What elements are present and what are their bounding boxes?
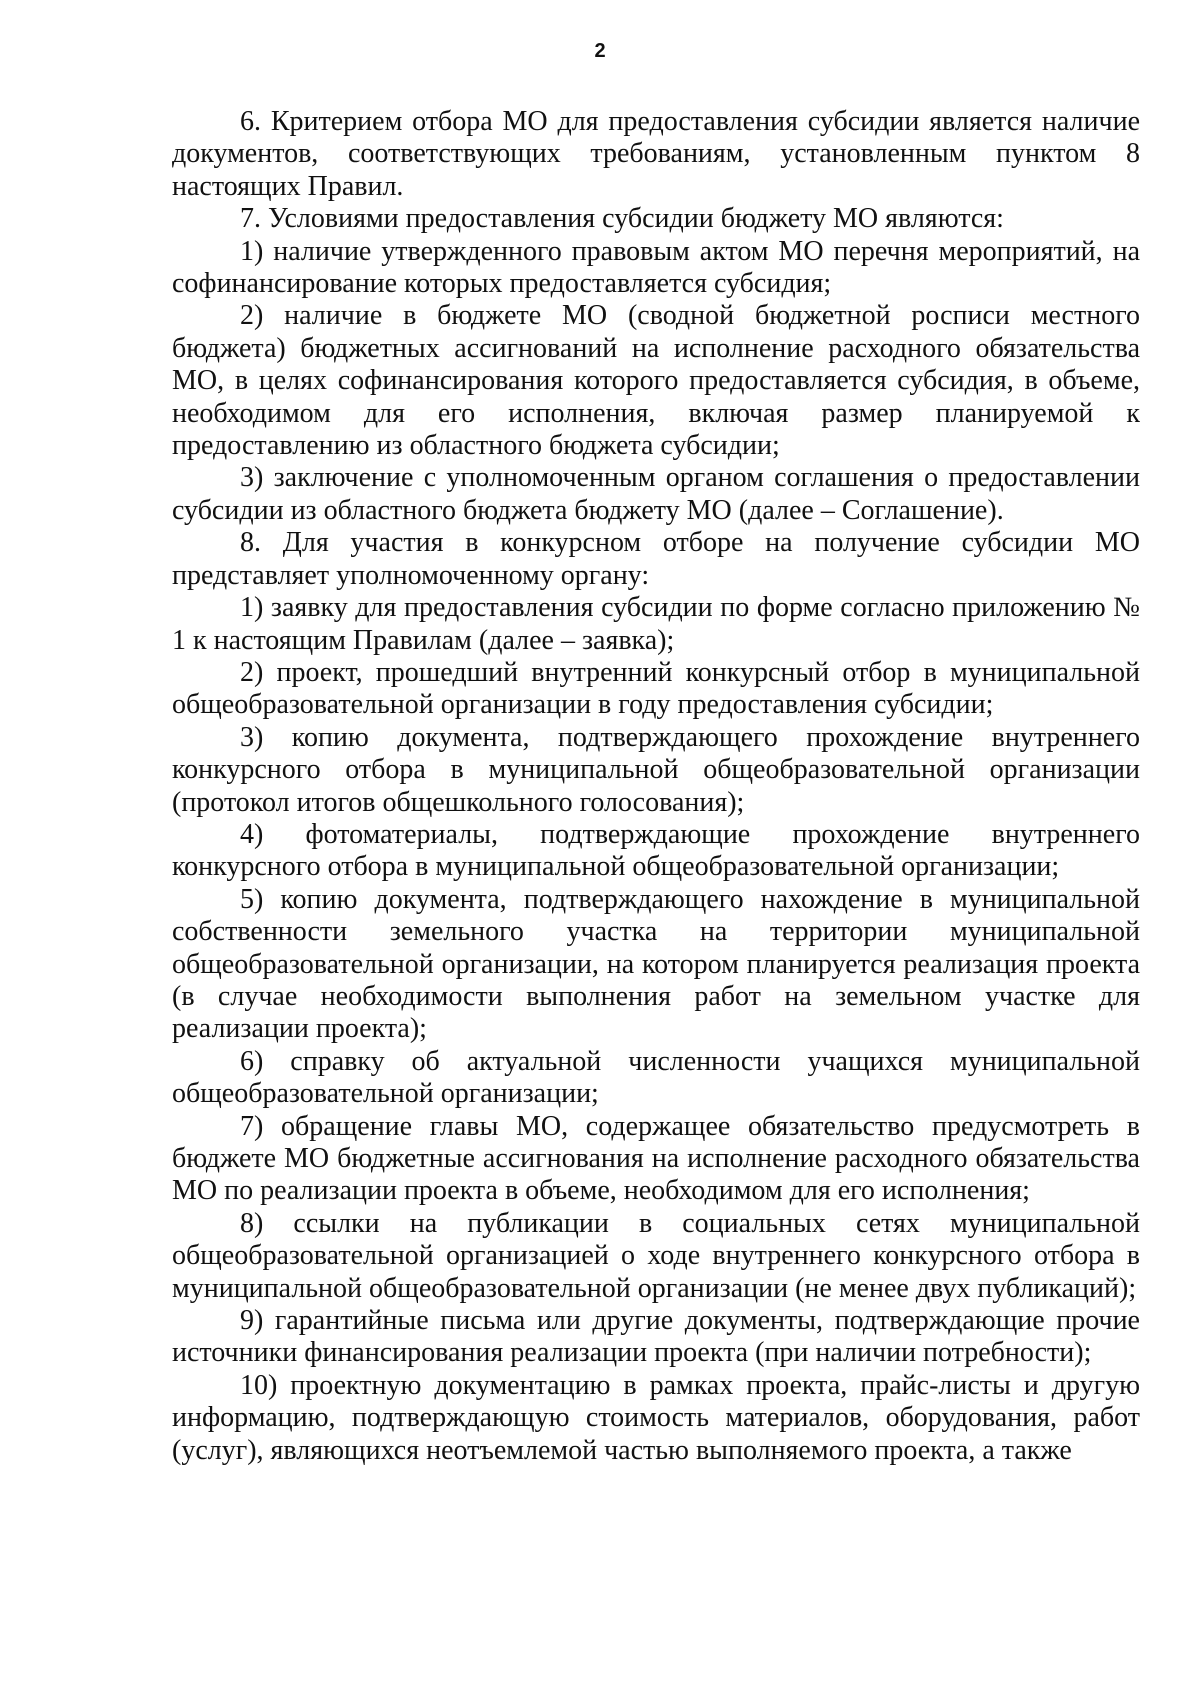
paragraph-doc-1: 1) заявку для предоставления субсидии по форме согласно приложению № 1 к настоящим Правилам (далее – заявка); [172,592,1140,656]
paragraph-doc-5: 5) копию документа, подтверждающего нахождение в муниципальной собственности земельного участка на территории муниципальной общеобразовательной организации, на котором планируется реализация проекта (в случае необходимости выполнения работ на земельном участке для реализации проекта); [172,883,1140,1045]
paragraph-condition-3: 3) заключение с уполномоченным органом соглашения о предоставлении субсидии из областного бюджета бюджету МО (далее – Соглашение). [172,462,1140,526]
paragraph-doc-4: 4) фотоматериалы, подтверждающие прохождение внутреннего конкурсного отбора в муниципальной общеобразовательной организации; [172,818,1140,883]
paragraph-condition-1: 1) наличие утвержденного правовым актом МО перечня мероприятий, на софинансирование которых предоставляется субсидия; [172,235,1140,300]
paragraph-doc-9: 9) гарантийные письма или другие документы, подтверждающие прочие источники финансирования реализации проекта (при наличии потребности); [172,1305,1140,1369]
paragraph-doc-2: 2) проект, прошедший внутренний конкурсный отбор в муниципальной общеобразовательной организации в году предоставления субсидии; [172,656,1140,721]
page-number: 2 [594,40,606,62]
paragraph-criterion-6: 6. Критерием отбора МО для предоставления субсидии является наличие документов, соответствующих требованиям, установленным пунктом 8 настоящих Правил. [172,106,1140,202]
document-body [172,106,1140,1467]
paragraph-doc-10: 10) проектную документацию в рамках проекта, прайс-листы и другую информацию, подтверждающую стоимость материалов, оборудования, работ (услуг), являющихся неотъемлемой частью выполняемого проекта, а также [172,1369,1140,1466]
paragraph-conditions-7: 7. Условиями предоставления субсидии бюджету МО являются: [240,203,1004,235]
paragraph-doc-6: 6) справку об актуальной численности учащихся муниципальной общеобразовательной организации; [172,1045,1140,1110]
paragraph-doc-7: 7) обращение главы МО, содержащее обязательство предусмотреть в бюджете МО бюджетные ассигнования на исполнение расходного обязательства МО по реализации проекта в объеме, необходимом для его исполнения; [172,1110,1140,1207]
paragraph-doc-8: 8) ссылки на публикации в социальных сетях муниципальной общеобразовательной организацией о ходе внутреннего конкурсного отбора в муниципальной общеобразовательной организации (не менее двух публикаций); [172,1207,1140,1304]
paragraph-doc-3: 3) копию документа, подтверждающего прохождение внутреннего конкурсного отбора в муниципальной общеобразовательной организации (протокол итогов общешкольного голосования); [172,721,1140,818]
paragraph-participation-8: 8. Для участия в конкурсном отборе на получение субсидии МО представляет уполномоченному органу: [172,527,1140,591]
paragraph-condition-2: 2) наличие в бюджете МО (сводной бюджетной росписи местного бюджета) бюджетных ассигнований на исполнение расходного обязательства МО, в целях софинансирования которого предоставляется субсидия, в объеме, необходимом для его исполнения, включая размер планируемой к предоставлению из областного бюджета субсидии; [172,300,1140,462]
